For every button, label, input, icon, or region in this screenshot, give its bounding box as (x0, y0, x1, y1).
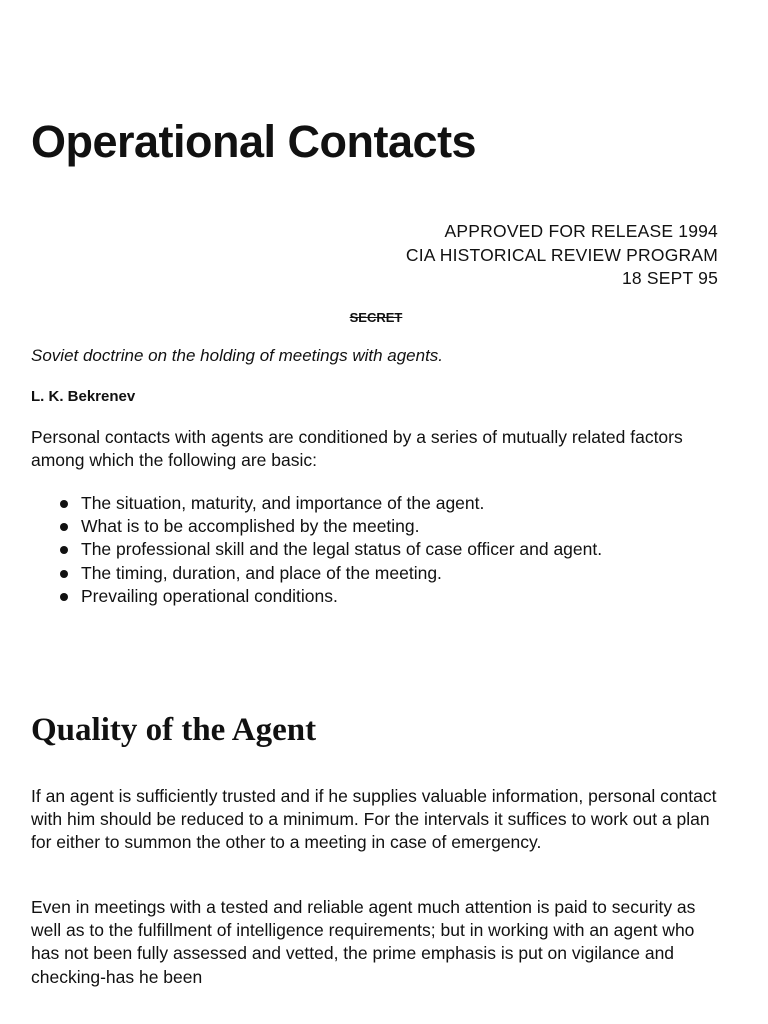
body-paragraph: If an agent is sufficiently trusted and if he supplies valuable information, personal contact with him should be reduced to a minimum. For the intervals it suffices to work out a plan for either to summon the other to a meeting in case of emergency. (31, 786, 717, 853)
bullet-icon (60, 523, 68, 531)
bullet-icon (60, 500, 68, 508)
release-line-approved: APPROVED FOR RELEASE 1994 (444, 221, 718, 241)
article-subtitle: Soviet doctrine on the holding of meetings with agents. (31, 346, 444, 365)
list-item-text: The situation, maturity, and importance of the agent. (81, 493, 485, 513)
section-heading: Quality of the Agent (31, 712, 317, 748)
release-stamp (406, 220, 718, 291)
list-item (31, 515, 721, 538)
body-paragraph: Even in meetings with a tested and reliable agent much attention is paid to security as well as to the fulfillment of intelligence requirements; but in working with an agent who has not been fully assessed and vetted, the prime emphasis is put on vigilance and checking-has he been (31, 897, 696, 987)
list-item-text: Prevailing operational conditions. (81, 585, 338, 606)
release-line-date: 18 SEPT 95 (621, 268, 718, 288)
list-item (31, 562, 721, 585)
factors-list (31, 492, 721, 608)
list-item-text: What is to be accomplished by the meeting. (81, 516, 420, 537)
bullet-icon (60, 570, 68, 578)
bullet-icon (60, 593, 68, 601)
list-item (31, 492, 721, 515)
author-name: L. K. Bekrenev (31, 388, 136, 405)
list-item-text: The timing, duration, and place of the meeting. (81, 562, 442, 583)
list-item (31, 538, 721, 561)
release-line-program: CIA HISTORICAL REVIEW PROGRAM (405, 244, 718, 265)
list-item (31, 585, 721, 608)
classification-marking: SECRET (349, 310, 403, 325)
list-item-text: The professional skill and the legal status of case officer and agent. (81, 539, 603, 560)
page-title: Operational Contacts (31, 116, 477, 167)
bullet-icon (60, 546, 68, 554)
intro-paragraph: Personal contacts with agents are conditioned by a series of mutually related factors among which the following are basic: (31, 427, 683, 470)
